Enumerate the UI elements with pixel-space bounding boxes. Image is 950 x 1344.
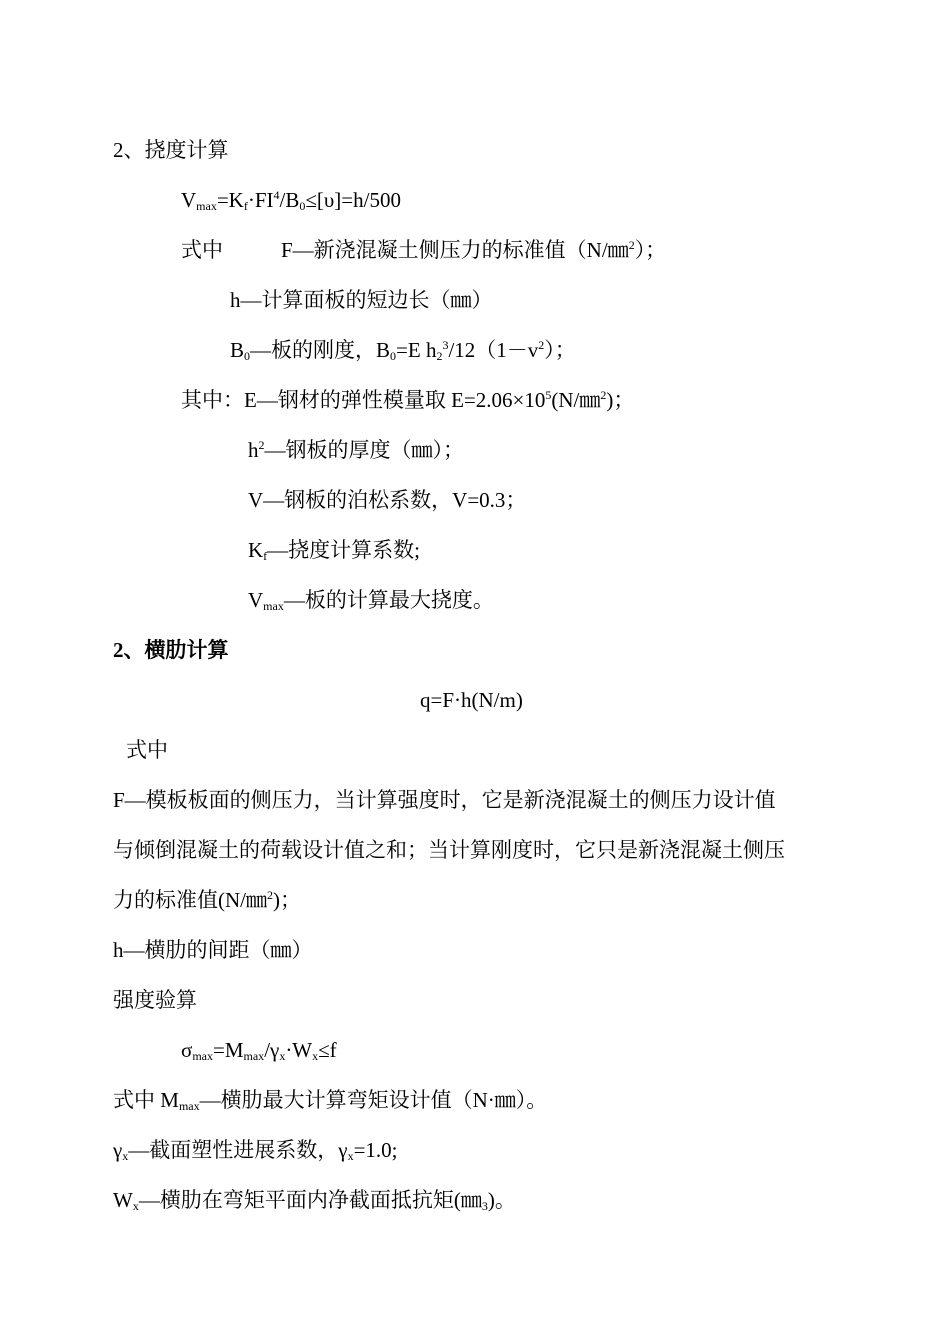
definition-b0: $B_0—$板的刚度，$B_0=E$ $h_2^3/12(1-v^2)$； <box>230 338 576 363</box>
definition-vmax: $V_{max}—$板的计算最大挠度。 <box>248 588 494 613</box>
definition-f-line3: 力的标准值(N/㎜$^2$)； <box>113 888 301 912</box>
definition-mmax: 式中 $M_{max}—$横肋最大计算弯矩设计值（N·㎜）。 <box>113 1088 548 1113</box>
definition-wx: $W_x—$横肋在弯矩平面内净截面抵抗矩$(㎜_3)$。 <box>113 1188 516 1213</box>
definition-e: 其中：E—钢材的弹性模量取 $E=2.06\times 10^5(N/㎜^2)$； <box>181 388 635 412</box>
definition-rib-spacing: h—横肋的间距（㎜） <box>113 938 313 962</box>
where-label-2: 式中 <box>126 738 168 762</box>
deflection-formula: $V_{max}=K_f\cdot FI^4/B_0\le[\upsilon]=h/500$ <box>181 188 401 213</box>
sigma-formula: $\sigma_{max}=M_{max}/\gamma_x\cdot W_x\le f$ <box>181 1038 337 1063</box>
section-heading-rib: 2、横肋计算 <box>113 638 229 662</box>
definition-gamma: $\gamma_x—$截面塑性进展系数，$\gamma_x=1.0$; <box>113 1138 398 1163</box>
where-label: 式中 <box>181 238 223 262</box>
definition-f: F—新浇混凝土侧压力的标准值（N/㎜$^2$）； <box>281 238 667 262</box>
definition-f-line2: 与倾倒混凝土的荷载设计值之和；当计算刚度时，它只是新浇混凝土侧压 <box>113 838 785 862</box>
rib-load-formula: q=F·h(N/m) <box>420 688 523 712</box>
strength-check-label: 强度验算 <box>113 988 197 1012</box>
definition-f-line1: F—模板板面的侧压力，当计算强度时，它是新浇混凝土的侧压力设计值 <box>113 788 776 812</box>
definition-h2: $h^2—$钢板的厚度（㎜）； <box>248 438 464 462</box>
definition-v: V—钢板的泊松系数，V=0.3； <box>248 488 527 512</box>
definition-kf: $K_f—$挠度计算系数; <box>248 538 421 563</box>
section-heading-deflection: 2、挠度计算 <box>113 138 229 162</box>
definition-h: h—计算面板的短边长（㎜） <box>230 288 493 312</box>
